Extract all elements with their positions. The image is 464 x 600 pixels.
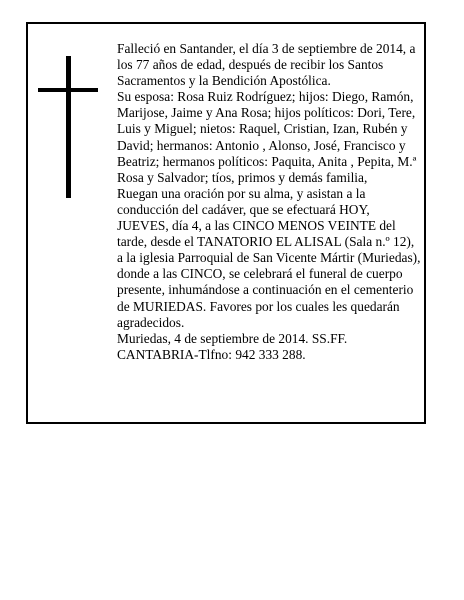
funeral-home-contact: CANTABRIA-Tlfno: 942 333 288. (117, 346, 306, 362)
family-list: Su esposa: Rosa Ruiz Rodríguez; hijos: Diego, Ramón, Marijose, Jaime y Ana Rosa; hijos políticos: Dori, Tere, Luis y Miguel; nietos: Raquel, Cristian, Izan, Rubén y David; hermanos: Antonio , Alonso, José, Francisco y Beatriz; hermanos políticos: Paquita, Anita , Pepita, M.ª Rosa y Salvador; tíos, primos y demás familia, (117, 89, 417, 185)
funeral-details: Ruegan una oración por su alma, y asistan a la conducción del cadáver, que se efectuará HOY, JUEVES, día 4, a las CINCO MENOS VEINTE del tarde, desde el TANATORIO EL ALISAL (Sala n.º 12), a la iglesia Parroquial de San Vicente Mártir (Muriedas), donde a las CINCO, se celebrará el funeral de cuerpo presente, inhumándose a continuación en el cementerio de MURIEDAS. Favores por los cuales les quedarán agradecidos. (117, 185, 421, 330)
cross-icon (38, 56, 98, 198)
cross-horizontal-bar (38, 88, 98, 92)
death-announcement: Falleció en Santander, el día 3 de septiembre de 2014, a los 77 años de edad, después de recibir los Santos Sacramentos y la Bendición Apostólica. (117, 41, 416, 89)
obituary-notice (26, 22, 426, 424)
obituary-text (117, 41, 421, 363)
place-date: Muriedas, 4 de septiembre de 2014. SS.FF. (117, 330, 348, 346)
cross-vertical-bar (66, 56, 71, 198)
